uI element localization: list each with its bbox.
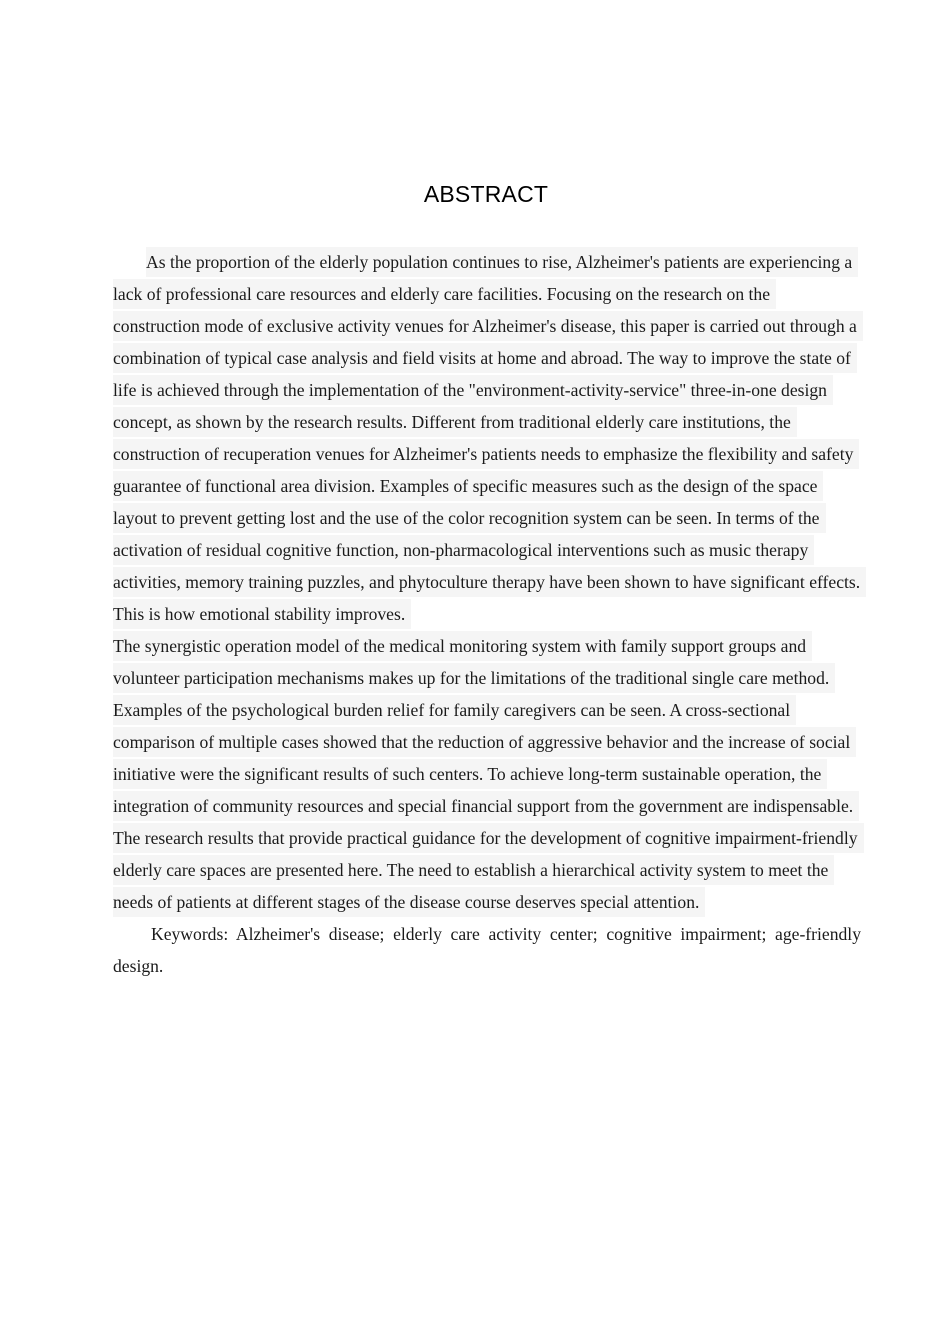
paragraph-2-text: The synergistic operation model of the medical monitoring system with family support groups and volunteer participation mechanisms makes up for the limitations of the traditional single care method. Examples of the psychological burden relief for family caregivers can be seen. A cross-sectional comparison of multiple cases showed that the reduction of aggressive behavior and the increase of social initiative were the significant results of such centers. To achieve long-term sustainable operation, the integration of community resources and special financial support from the government are indispensable. bbox=[113, 631, 859, 821]
abstract-paragraph-1 bbox=[113, 246, 861, 630]
abstract-paragraph-2 bbox=[113, 630, 861, 822]
paragraph-1-text: As the proportion of the elderly population continues to rise, Alzheimer's patients are experiencing a lack of professional care resources and elderly care facilities. Focusing on the research on the construction mode of exclusive activity venues for Alzheimer's disease, this paper is carried out through a combination of typical case analysis and field visits at home and abroad. The way to improve the state of life is achieved through the implementation of the "environment-activity-service" three-in-one design concept, as shown by the research results. Different from traditional elderly care institutions, the construction of recuperation venues for Alzheimer's patients needs to emphasize the flexibility and safety guarantee of functional area division. Examples of specific measures such as the design of the space layout to prevent getting lost and the use of the color recognition system can be seen. In terms of the activation of residual cognitive function, non-pharmacological interventions such as music therapy activities, memory training puzzles, and phytoculture therapy have been shown to have significant effects. This is how emotional stability improves. bbox=[113, 247, 866, 629]
abstract-paragraph-3 bbox=[113, 822, 861, 918]
abstract-title: ABSTRACT bbox=[423, 181, 549, 207]
abstract-body bbox=[113, 246, 861, 982]
keywords-line: Keywords: Alzheimer's disease; elderly care activity center; cognitive impairment; age-friendly design. bbox=[113, 924, 861, 976]
paragraph-3-text: The research results that provide practical guidance for the development of cognitive impairment-friendly elderly care spaces are presented here. The need to establish a hierarchical activity system to meet the needs of patients at different stages of the disease course deserves special attention. bbox=[113, 823, 864, 917]
